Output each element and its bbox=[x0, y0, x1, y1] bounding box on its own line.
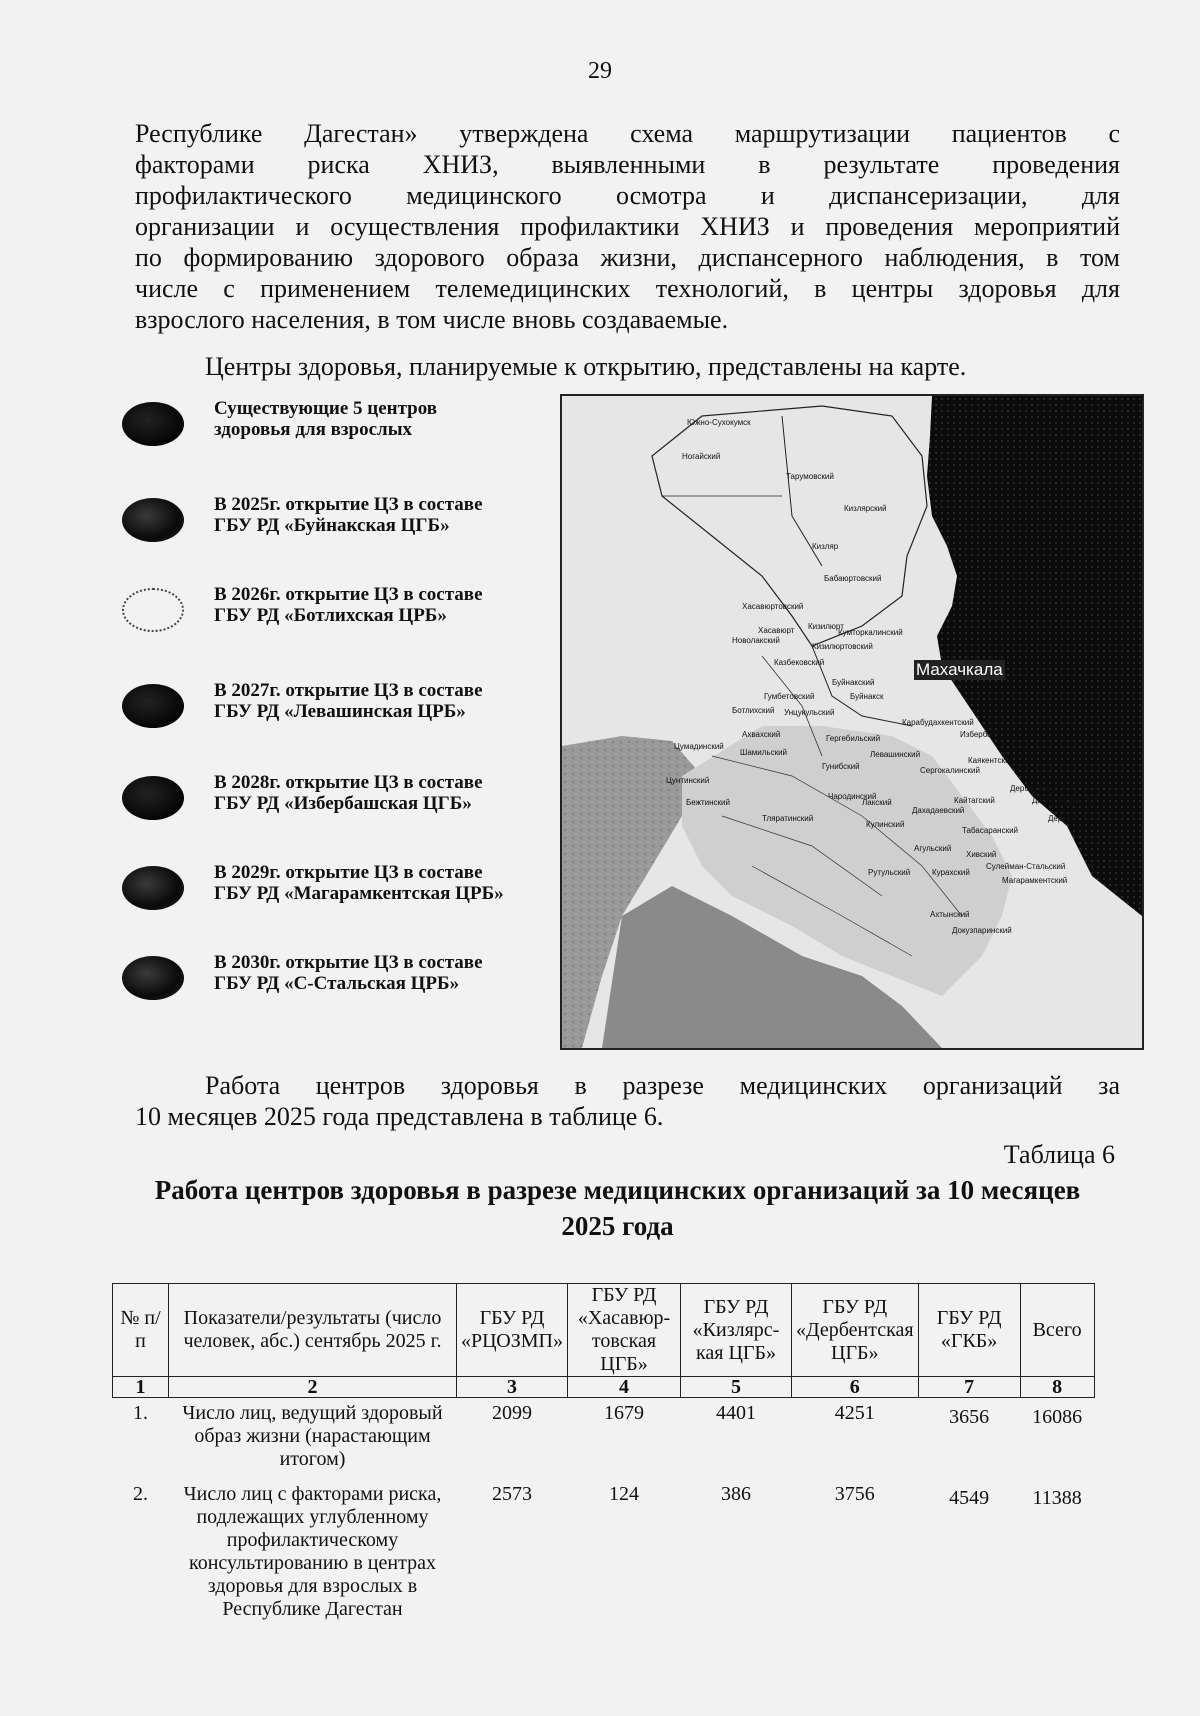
map-label: Дербент bbox=[1048, 814, 1080, 823]
col-header: ГБУ РД «Дербентская ЦГБ» bbox=[792, 1284, 919, 1377]
col-number: 1 bbox=[113, 1377, 169, 1398]
col-header: ГБУ РД «РЦОЗМП» bbox=[457, 1284, 568, 1377]
legend-item bbox=[118, 952, 568, 1012]
map-label: Хасавюрт bbox=[758, 626, 795, 635]
intro-line: по формированию здорового образа жизни, диспансерного наблюдения, в том bbox=[135, 243, 1120, 272]
marker-2025-icon bbox=[122, 498, 184, 542]
map-label: Агульский bbox=[914, 844, 952, 853]
map-label: Дербентский bbox=[1010, 784, 1058, 793]
map-capital-label: Махачкала bbox=[916, 660, 1003, 679]
map-label: Сергокалинский bbox=[920, 766, 980, 775]
map-label: Унцукульский bbox=[784, 708, 835, 717]
cell-value: 4549 bbox=[949, 1487, 990, 1509]
map-label: Рутульский bbox=[868, 868, 911, 877]
map-label: Кумторкалинский bbox=[838, 628, 903, 637]
cell-value: 386 bbox=[721, 1483, 751, 1505]
map-label: Кизлярский bbox=[844, 504, 887, 513]
para-line: Работа центров здоровья в разрезе медицинских организаций за bbox=[205, 1071, 1120, 1100]
map-label: Гумбетовский bbox=[764, 692, 815, 701]
map-label: Гунибский bbox=[822, 762, 860, 771]
map-label: Гергебильский bbox=[826, 734, 881, 743]
legend-text: В 2026г. открытие ЦЗ в составе ГБУ РД «Ботлихская ЦРБ» bbox=[214, 584, 483, 626]
table-header-row bbox=[113, 1284, 1095, 1377]
map-label: Цунтинский bbox=[666, 776, 710, 785]
row-number: 2. bbox=[133, 1483, 148, 1505]
map-label: Бежтинский bbox=[686, 798, 730, 807]
legend-text: В 2029г. открытие ЦЗ в составе ГБУ РД «Магарамкентская ЦРБ» bbox=[214, 862, 504, 904]
intro-tail: Центры здоровья, планируемые к открытию, представлены на карте. bbox=[205, 352, 967, 381]
map-label: Хасавюртовский bbox=[742, 602, 804, 611]
table-caption: Таблица 6 bbox=[1003, 1140, 1115, 1169]
cell-value: 4251 bbox=[834, 1402, 875, 1424]
col-number: 8 bbox=[1020, 1377, 1094, 1398]
map-label: Сулейман-Стальский bbox=[986, 862, 1066, 871]
cell-value: 1679 bbox=[604, 1402, 644, 1424]
cell-value: 4401 bbox=[716, 1402, 756, 1424]
cell-value: 3756 bbox=[834, 1483, 875, 1505]
marker-2029-icon bbox=[122, 866, 184, 910]
map-label: Кизилюртовский bbox=[812, 642, 873, 651]
row-number: 1. bbox=[133, 1402, 148, 1424]
cell-value: 2099 bbox=[492, 1402, 532, 1424]
legend-item bbox=[118, 494, 568, 554]
row-label: Число лиц с факторами риска, подлежащих углубленному профилактическому консультированию в центрах здоровья для взрослых в Республике Дагестан bbox=[183, 1483, 442, 1620]
col-number: 6 bbox=[792, 1377, 919, 1398]
legend-text: В 2030г. открытие ЦЗ в составе ГБУ РД «С-Стальская ЦРБ» bbox=[214, 952, 483, 994]
column-number-row bbox=[113, 1377, 1095, 1398]
map-label: Дахадаевский bbox=[912, 806, 965, 815]
map-label: Дагестанские Огни bbox=[1032, 796, 1103, 805]
map-label: Буйнакский bbox=[832, 678, 875, 687]
map-label: Южно-Сухокумск bbox=[687, 418, 751, 427]
legend-text: В 2027г. открытие ЦЗ в составе ГБУ РД «Левашинская ЦРБ» bbox=[214, 680, 483, 722]
col-header: Показатели/результаты (число человек, абс.) сентябрь 2025 г. bbox=[169, 1284, 457, 1377]
legend-text: В 2028г. открытие ЦЗ в составе ГБУ РД «Избербашская ЦГБ» bbox=[214, 772, 483, 814]
col-number: 2 bbox=[169, 1377, 457, 1398]
cell-value: 11388 bbox=[1032, 1487, 1082, 1509]
map-label: Казбековский bbox=[774, 658, 825, 667]
col-header: Всего bbox=[1020, 1284, 1094, 1377]
para-line: 10 месяцев 2025 года представлена в таблице 6. bbox=[135, 1102, 664, 1131]
cell-value: 2573 bbox=[492, 1483, 532, 1505]
map-label: Ахвахский bbox=[742, 730, 781, 739]
legend-text: Существующие 5 центров здоровья для взрослых bbox=[214, 398, 438, 440]
row-label: Число лиц, ведущий здоровый образ жизни (нарастающим итогом) bbox=[182, 1402, 443, 1470]
table-title: Работа центров здоровья в разрезе медицинских организаций за 10 месяцев 2025 года bbox=[154, 1175, 1081, 1241]
table-row bbox=[113, 1471, 1095, 1621]
cell-value: 3656 bbox=[949, 1406, 990, 1428]
col-number: 4 bbox=[568, 1377, 681, 1398]
map-label: Докузпаринский bbox=[952, 926, 1012, 935]
intro-line: числе с применением телемедицинских технологий, в центры здоровья для bbox=[135, 274, 1120, 303]
intro-line: факторами риска ХНИЗ, выявленными в результате проведения bbox=[135, 150, 1120, 179]
map-label: Тляратинский bbox=[762, 814, 814, 823]
map-label: Кулинский bbox=[866, 820, 905, 829]
map-label: Бабаюртовский bbox=[824, 574, 882, 583]
intro-line: профилактического медицинского осмотра и диспансеризации, для bbox=[135, 181, 1120, 210]
col-number: 7 bbox=[918, 1377, 1020, 1398]
data-table bbox=[112, 1283, 1095, 1621]
intro-paragraph bbox=[135, 118, 1120, 335]
intro-line: организации и осуществления профилактики ХНИЗ и проведения мероприятий bbox=[135, 212, 1120, 241]
map-label: Кизляр bbox=[812, 542, 839, 551]
map-label: Ахтынский bbox=[930, 910, 970, 919]
para-table-intro bbox=[135, 1070, 1120, 1132]
col-header: ГБУ РД «ГКБ» bbox=[918, 1284, 1020, 1377]
col-header: ГБУ РД «Хасавюр-товская ЦГБ» bbox=[568, 1284, 681, 1377]
map-label: Избербаш bbox=[960, 730, 998, 739]
map-label: Кайтагский bbox=[954, 796, 995, 805]
table-row bbox=[113, 1398, 1095, 1472]
legend-item bbox=[118, 862, 568, 922]
col-header: ГБУ РД «Кизлярс-кая ЦГБ» bbox=[681, 1284, 792, 1377]
page-number: 29 bbox=[588, 58, 612, 84]
col-number: 3 bbox=[457, 1377, 568, 1398]
map-label: Ногайский bbox=[682, 452, 721, 461]
map-label: Карабудахкентский bbox=[902, 718, 974, 727]
map-label: Кизилюрт bbox=[808, 622, 844, 631]
map-label: Цумадинский bbox=[674, 742, 724, 751]
legend-item bbox=[118, 584, 568, 644]
map-label: Шамильский bbox=[740, 748, 788, 757]
map-label: Магарамкентский bbox=[1002, 876, 1068, 885]
map-label: Лакский bbox=[862, 798, 892, 807]
legend-text: В 2025г. открытие ЦЗ в составе ГБУ РД «Буйнакская ЦГБ» bbox=[214, 494, 483, 536]
legend-item bbox=[118, 680, 568, 740]
map-label: Буйнакск bbox=[850, 692, 884, 701]
legend-item bbox=[118, 398, 568, 458]
legend-item bbox=[118, 772, 568, 832]
map-label: Ботлихский bbox=[732, 706, 775, 715]
col-header: № п/п bbox=[113, 1284, 169, 1377]
map-label: Каякентский bbox=[968, 756, 1014, 765]
marker-2027-icon bbox=[122, 684, 184, 728]
marker-existing-icon bbox=[122, 402, 184, 446]
map-label: Левашинский bbox=[870, 750, 921, 759]
marker-2030-icon bbox=[122, 956, 184, 1000]
map-shapes bbox=[562, 396, 1142, 1048]
intro-line: взрослого населения, в том числе вновь создаваемые. bbox=[135, 305, 729, 334]
cell-value: 16086 bbox=[1032, 1406, 1083, 1428]
map-label: Чародинский bbox=[828, 792, 877, 801]
map-label: Хивский bbox=[966, 850, 997, 859]
cell-value: 124 bbox=[609, 1483, 639, 1505]
intro-line: Республике Дагестан» утверждена схема маршрутизации пациентов с bbox=[135, 119, 1120, 148]
marker-2028-icon bbox=[122, 776, 184, 820]
map-label: Новолакский bbox=[732, 636, 780, 645]
map-label: Тарумовский bbox=[786, 472, 834, 481]
map-label: Курахский bbox=[932, 868, 970, 877]
dagestan-map bbox=[560, 394, 1144, 1050]
col-number: 5 bbox=[681, 1377, 792, 1398]
map-label: Табасаранский bbox=[962, 826, 1019, 835]
marker-2026-icon bbox=[122, 588, 184, 632]
